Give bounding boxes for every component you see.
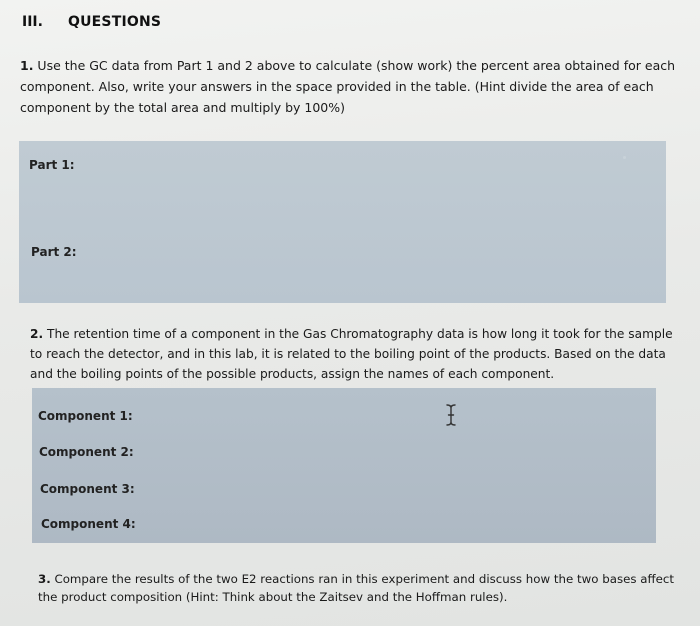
- component-4-label: Component 4:: [41, 517, 136, 531]
- section-title: QUESTIONS: [68, 14, 162, 30]
- question-1: [20, 55, 685, 118]
- answer-box-question-2[interactable]: [32, 388, 656, 543]
- question-3-number: 3.: [38, 572, 51, 586]
- question-3: [38, 570, 678, 606]
- question-1-number: 1.: [20, 58, 34, 73]
- text-cursor-icon: [444, 403, 458, 427]
- answer-box-question-1[interactable]: [19, 141, 666, 303]
- component-1-label: Component 1:: [38, 409, 133, 423]
- part-2-label: Part 2:: [31, 245, 77, 259]
- component-2-label: Component 2:: [39, 445, 134, 459]
- question-2-number: 2.: [30, 327, 44, 341]
- scan-speck: [623, 156, 626, 159]
- part-1-label: Part 1:: [29, 158, 75, 172]
- question-2: [30, 324, 680, 384]
- question-1-text: Use the GC data from Part 1 and 2 above to calculate (show work) the percent area obtained for each component. Also, write your answers in the space provided in the table. (Hint divide the area of each component by the total area and multiply by 100%): [20, 58, 676, 115]
- component-3-label: Component 3:: [40, 482, 135, 496]
- question-2-text: The retention time of a component in the Gas Chromatography data is how long it took for the sample to reach the detector, and in this lab, it is related to the boiling point of the products. Based on the data and the boiling points of the possible products, assign the names of each component.: [30, 327, 673, 381]
- question-3-text: Compare the results of the two E2 reactions ran in this experiment and discuss how the two bases affect the product composition (Hint: Think about the Zaitsev and the Hoffman rules).: [38, 572, 674, 604]
- section-number: III.: [22, 14, 43, 30]
